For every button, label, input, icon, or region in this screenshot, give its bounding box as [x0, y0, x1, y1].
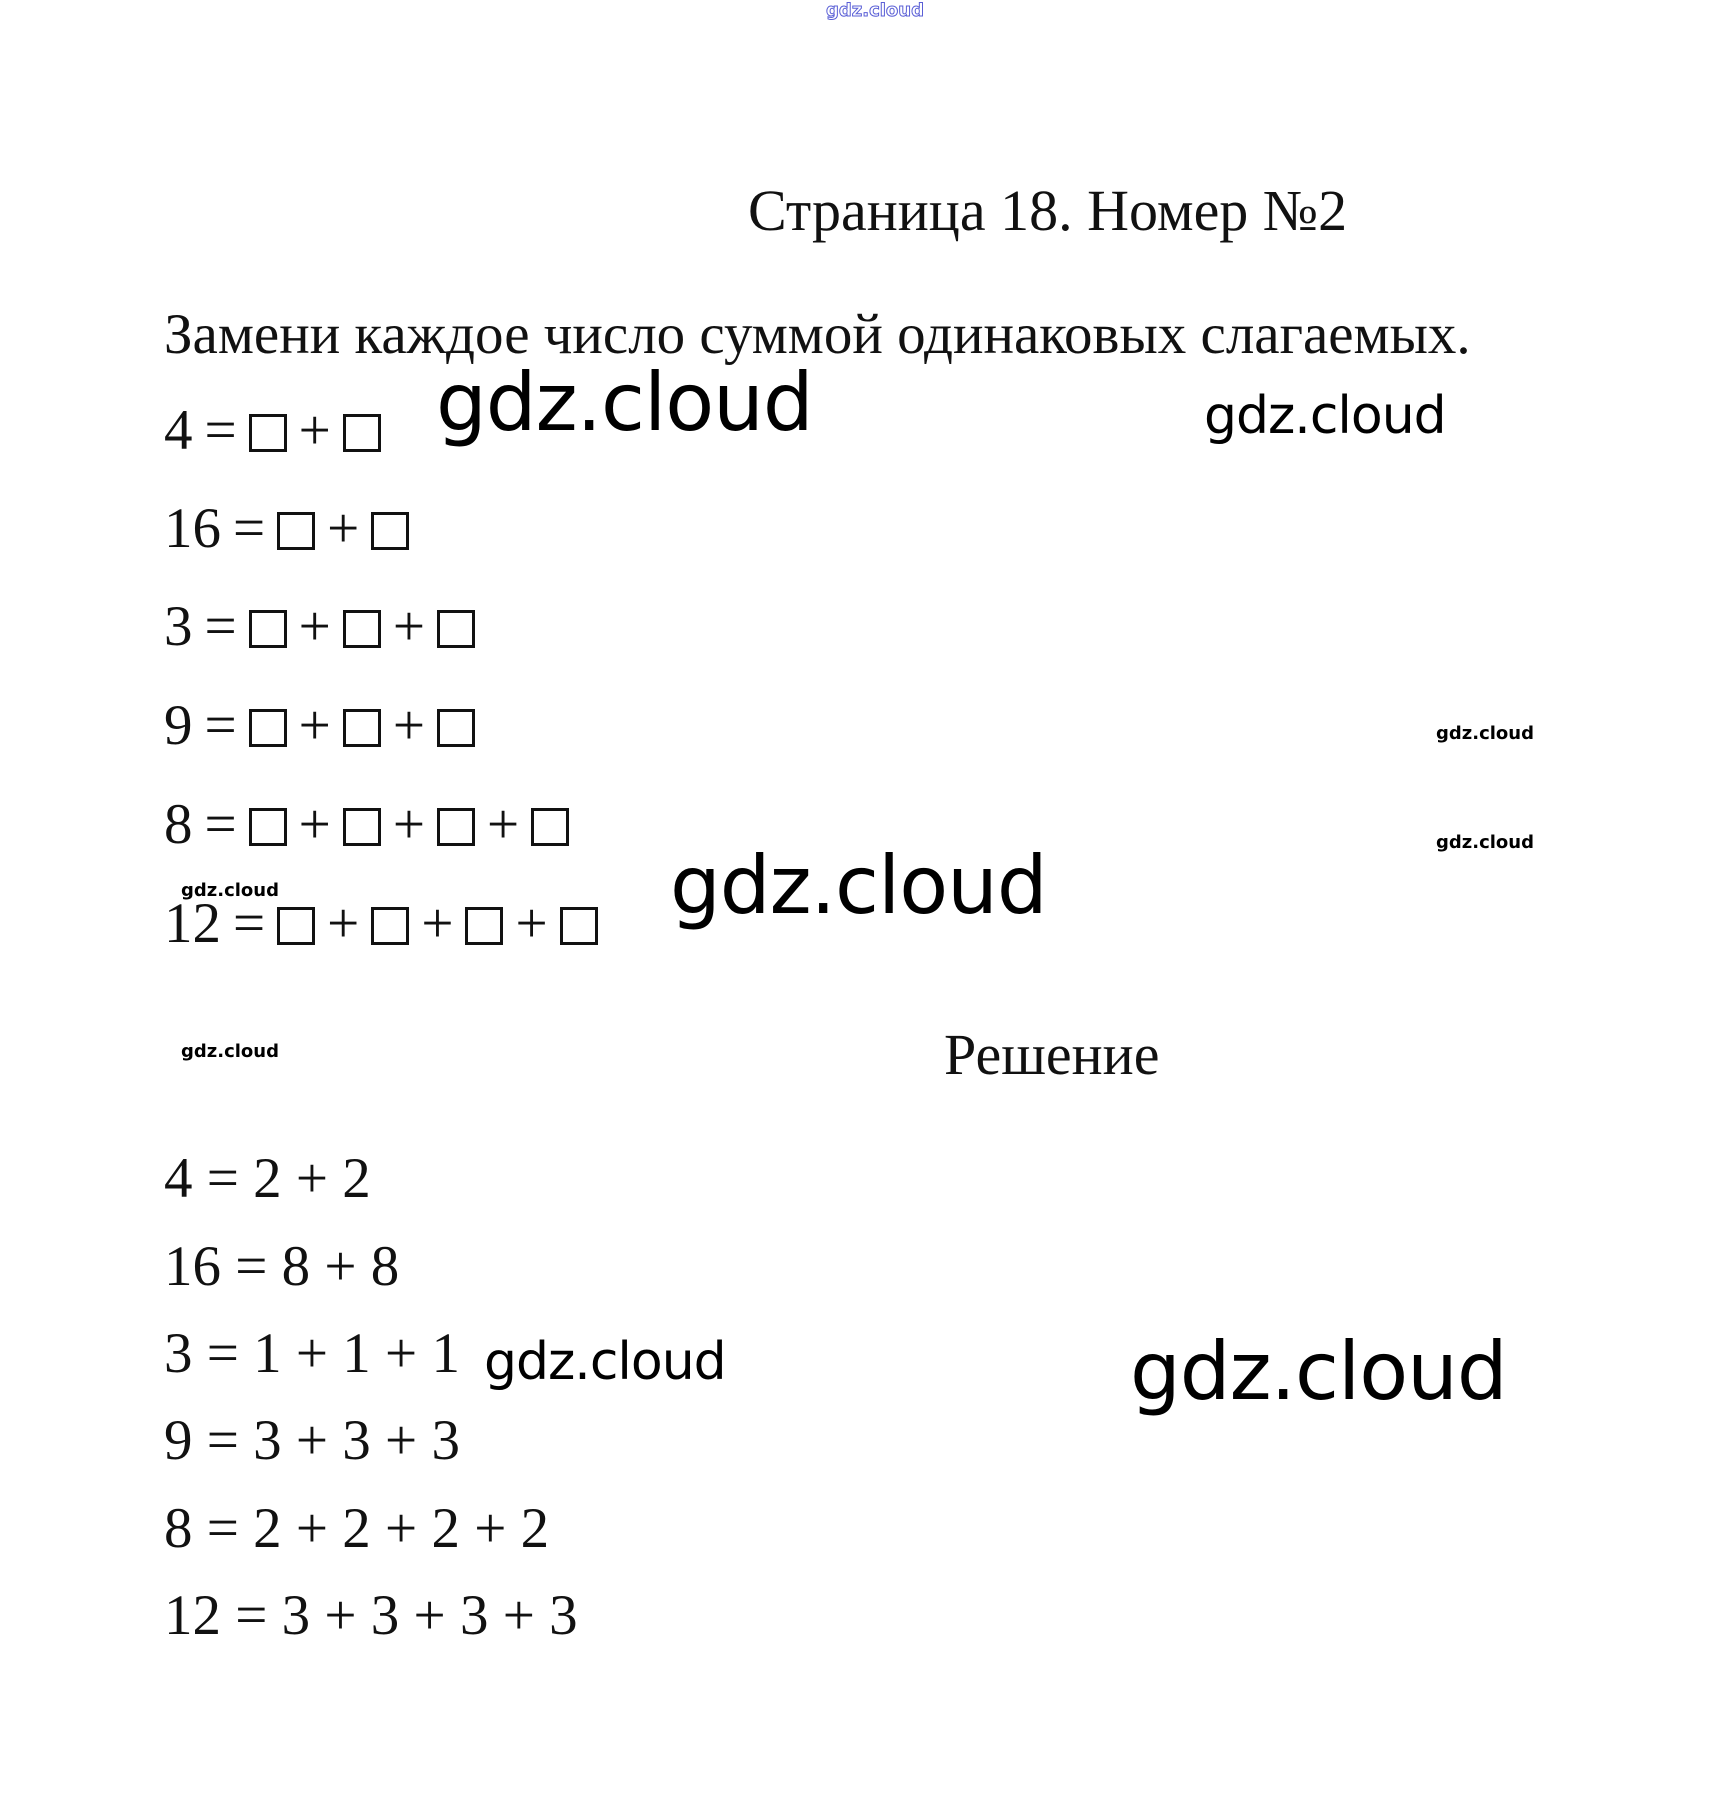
- plus-sign: +: [298, 595, 331, 658]
- watermark-large: gdz.cloud: [436, 356, 813, 449]
- answer-box: [560, 907, 598, 945]
- watermark-large: gdz.cloud: [1130, 1325, 1507, 1418]
- equals-sign: =: [204, 793, 237, 856]
- solution-heading: Решение: [944, 1022, 1160, 1087]
- answer-row: 4 = 2 + 2: [164, 1147, 371, 1210]
- answer-box: [249, 808, 287, 846]
- plus-sign: +: [298, 793, 331, 856]
- plus-sign: +: [298, 399, 331, 462]
- answer-box: [343, 709, 381, 747]
- top-watermark: gdz.cloud: [826, 0, 924, 21]
- watermark-small: gdz.cloud: [181, 880, 279, 901]
- equation-number: 8: [164, 793, 193, 856]
- equals-sign: =: [233, 497, 266, 560]
- equation-row: [164, 595, 475, 658]
- answer-box: [465, 907, 503, 945]
- equation-number: 9: [164, 694, 193, 757]
- answer-box: [249, 709, 287, 747]
- equals-sign: =: [204, 694, 237, 757]
- answer-box: [277, 907, 315, 945]
- equation-row: [164, 694, 475, 757]
- answer-box: [249, 414, 287, 452]
- watermark-large: gdz.cloud: [670, 839, 1047, 932]
- answer-row: 8 = 2 + 2 + 2 + 2: [164, 1497, 550, 1560]
- equals-sign: =: [233, 892, 266, 955]
- answer-box: [531, 808, 569, 846]
- watermark-medium: gdz.cloud: [1204, 386, 1446, 446]
- equation-number: 4: [164, 399, 193, 462]
- answer-box: [437, 709, 475, 747]
- plus-sign: +: [298, 694, 331, 757]
- equals-sign: =: [204, 399, 237, 462]
- answer-box: [371, 512, 409, 550]
- plus-sign: +: [392, 595, 425, 658]
- equation-row: [164, 892, 598, 955]
- answer-box: [437, 808, 475, 846]
- answer-box: [437, 610, 475, 648]
- answer-row: 16 = 8 + 8: [164, 1235, 400, 1298]
- equation-number: 12: [164, 892, 221, 955]
- page-title: Страницa 18. Номер №2: [748, 178, 1348, 243]
- answer-row: 3 = 1 + 1 + 1: [164, 1322, 460, 1385]
- equation-row: [164, 497, 409, 560]
- answer-row: 12 = 3 + 3 + 3 + 3: [164, 1584, 578, 1647]
- equation-row: [164, 793, 569, 856]
- watermark-small: gdz.cloud: [1436, 832, 1534, 853]
- answer-box: [249, 610, 287, 648]
- watermark-small: gdz.cloud: [181, 1041, 279, 1062]
- plus-sign: +: [392, 694, 425, 757]
- equation-number: 16: [164, 497, 221, 560]
- answer-box: [343, 610, 381, 648]
- watermark-medium: gdz.cloud: [484, 1332, 726, 1392]
- equals-sign: =: [204, 595, 237, 658]
- plus-sign: +: [327, 497, 360, 560]
- answer-box: [343, 414, 381, 452]
- answer-row: 9 = 3 + 3 + 3: [164, 1409, 460, 1472]
- plus-sign: +: [327, 892, 360, 955]
- task-text: Замени каждое число суммой одинаковых слагаемых.: [164, 303, 1471, 366]
- equation-row: [164, 399, 381, 462]
- watermark-small: gdz.cloud: [1436, 723, 1534, 744]
- plus-sign: +: [392, 793, 425, 856]
- plus-sign: +: [421, 892, 454, 955]
- answer-box: [277, 512, 315, 550]
- plus-sign: +: [515, 892, 548, 955]
- equation-number: 3: [164, 595, 193, 658]
- answer-box: [343, 808, 381, 846]
- plus-sign: +: [486, 793, 520, 856]
- answer-box: [371, 907, 409, 945]
